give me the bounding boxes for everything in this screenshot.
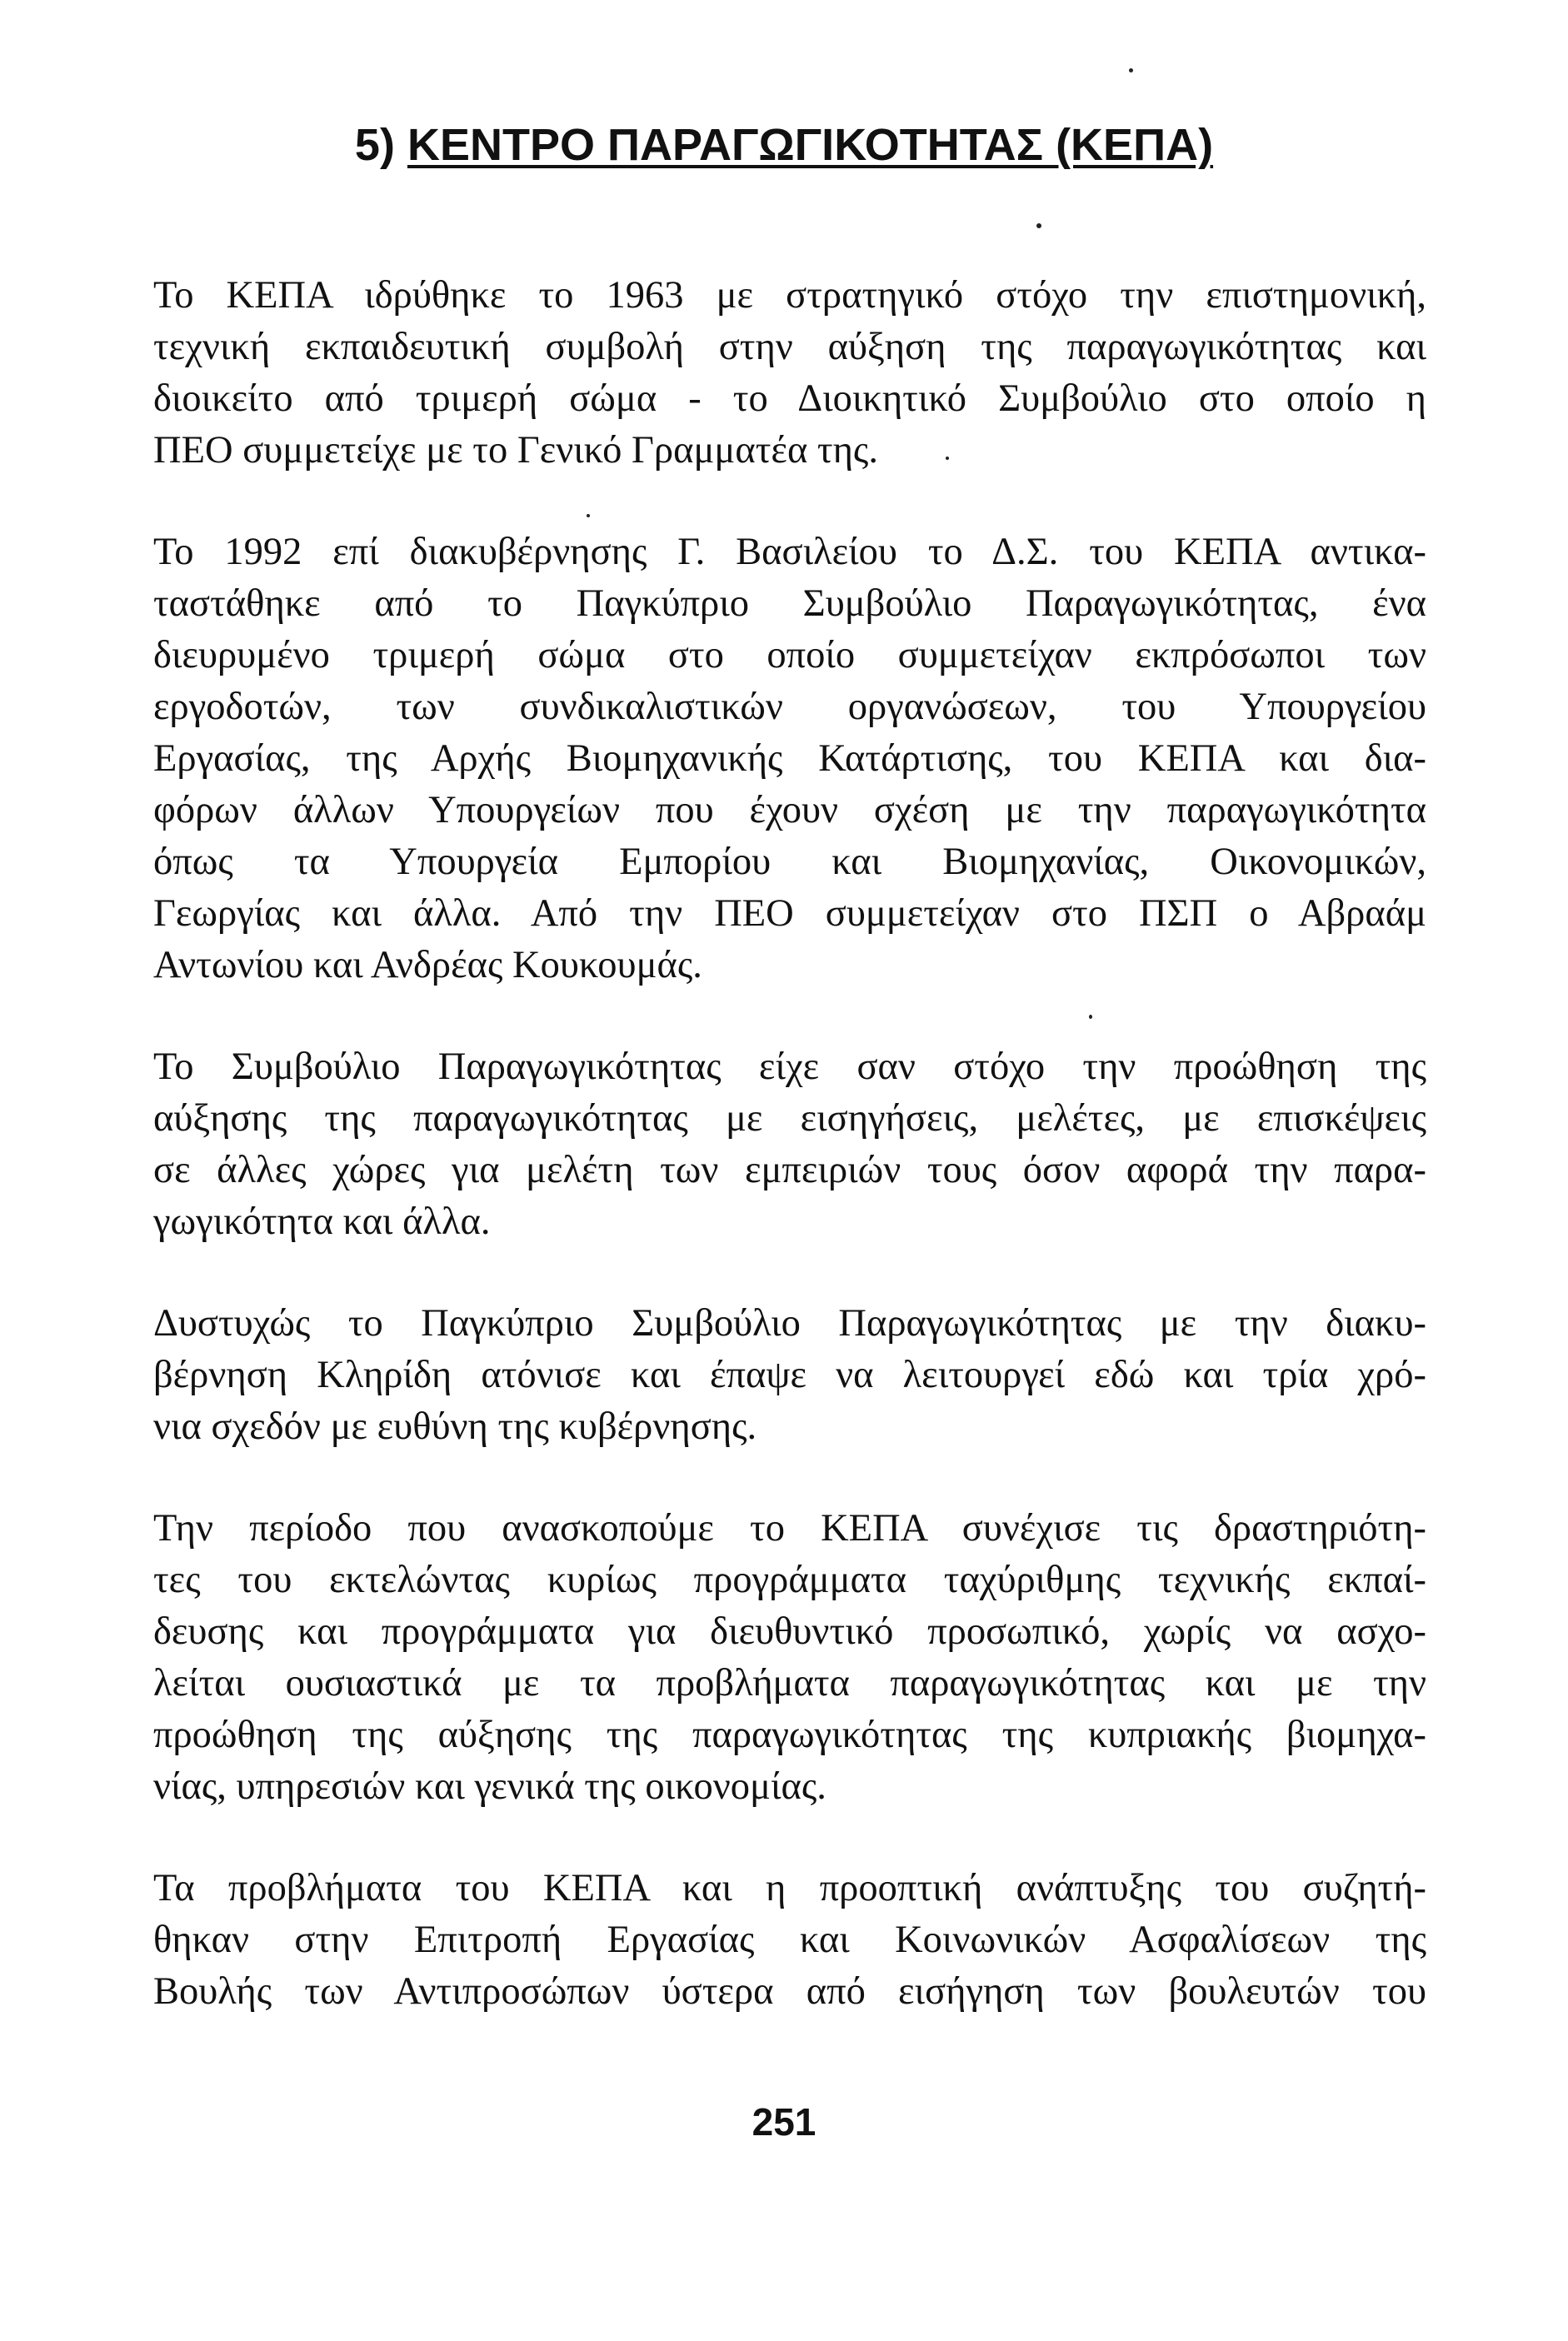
paragraph-5 (153, 1503, 1426, 1813)
text-line: εργοδοτών, των συνδικαλιστικών οργανώσεων, του Υπουργείου (153, 686, 1426, 728)
text-line: θηκαν στην Επιτροπή Εργασίας και Κοινωνικών Ασφαλίσεων της (153, 1919, 1426, 1961)
paragraph-2 (153, 527, 1426, 991)
text-line: νίας, υπηρεσιών και γενικά της οικονομίας. (153, 1765, 826, 1808)
text-line: λείται ουσιαστικά με τα προβλήματα παραγωγικότητας και με την (153, 1662, 1426, 1705)
text-line: Εργασίας, της Αρχής Βιομηχανικής Κατάρτισης, του ΚΕΠΑ και δια- (153, 737, 1426, 780)
paragraph-6 (153, 1863, 1426, 2018)
section-number: 5) (354, 120, 395, 170)
page-number: 251 (752, 2100, 816, 2144)
text-line: Το ΚΕΠΑ ιδρύθηκε το 1963 με στρατηγικό στόχο την επιστημονική, (153, 274, 1426, 317)
scan-speck (1129, 68, 1133, 72)
section-heading (150, 118, 1418, 172)
text-line: ΠΕΟ συμμετείχε με το Γενικό Γραμματέα της. (153, 429, 878, 472)
text-line: ταστάθηκε από το Παγκύπριο Συμβούλιο Παραγωγικότητας, ένα (153, 582, 1426, 625)
paragraph-1 (153, 270, 1426, 477)
text-line: Το 1992 επί διακυβέρνησης Γ. Βασιλείου το Δ.Σ. του ΚΕΠΑ αντικα- (153, 531, 1426, 573)
text-line: Τα προβλήματα του ΚΕΠΑ και η προοπτική ανάπτυξης του συζητή- (153, 1867, 1426, 1909)
text-line: βέρνηση Κληρίδη ατόνισε και έπαψε να λειτουργεί εδώ και τρία χρό- (153, 1354, 1426, 1396)
text-line: προώθηση της αύξησης της παραγωγικότητας της κυπριακής βιομηχα- (153, 1714, 1426, 1756)
text-line: δευσης και προγράμματα για διευθυντικό προσωπικό, χωρίς να ασχο- (153, 1610, 1426, 1653)
text-line: Αντωνίου και Ανδρέας Κουκουμάς. (153, 944, 702, 986)
text-line: Δυστυχώς το Παγκύπριο Συμβούλιο Παραγωγικότητας με την διακυ- (153, 1302, 1426, 1345)
scan-speck (1036, 223, 1041, 228)
text-line: φόρων άλλων Υπουργείων που έχουν σχέση με την παραγωγικότητα (153, 789, 1426, 831)
text-line: νια σχεδόν με ευθύνη της κυβέρνησης. (153, 1405, 757, 1448)
text-line: διοικείτο από τριμερή σώμα - το Διοικητικό Συμβούλιο στο οποίο η (153, 377, 1426, 420)
scan-speck (1089, 1015, 1092, 1019)
text-line: τεχνική εκπαιδευτική συμβολή στην αύξηση της παραγωγικότητας και (153, 326, 1426, 368)
text-line: αύξησης της παραγωγικότητας με εισηγήσεις, μελέτες, με επισκέψεις (153, 1097, 1426, 1140)
text-line: Γεωργίας και άλλα. Από την ΠΕΟ συμμετείχαν στο ΠΣΠ ο Αβραάμ (153, 892, 1426, 935)
body-text (153, 270, 1426, 2068)
scan-speck (587, 514, 590, 517)
text-line: γωγικότητα και άλλα. (153, 1200, 491, 1243)
text-line: Την περίοδο που ανασκοπούμε το ΚΕΠΑ συνέχισε τις δραστηριότη- (153, 1507, 1426, 1550)
text-line: Το Συμβούλιο Παραγωγικότητας είχε σαν στόχο την προώθηση της (153, 1046, 1426, 1088)
section-title: ΚΕΝΤΡΟ ΠΑΡΑΓΩΓΙΚΟΤΗΤΑΣ (ΚΕΠΑ) (407, 120, 1214, 170)
text-line: διευρυμένο τριμερή σώμα στο οποίο συμμετείχαν εκπρόσωποι των (153, 634, 1426, 676)
paragraph-3 (153, 1041, 1426, 1248)
paragraph-4 (153, 1298, 1426, 1453)
text-line: τες του εκτελώντας κυρίως προγράμματα ταχύριθμης τεχνικής εκπαί- (153, 1559, 1426, 1601)
text-line: Βουλής των Αντιπροσώπων ύστερα από εισήγηση των βουλευτών του (153, 1970, 1426, 2013)
scan-speck (946, 457, 949, 460)
text-line: όπως τα Υπουργεία Εμπορίου και Βιομηχανίας, Οικονομικών, (153, 841, 1426, 883)
text-line: σε άλλες χώρες για μελέτη των εμπειριών τους όσον αφορά την παρα- (153, 1149, 1426, 1191)
